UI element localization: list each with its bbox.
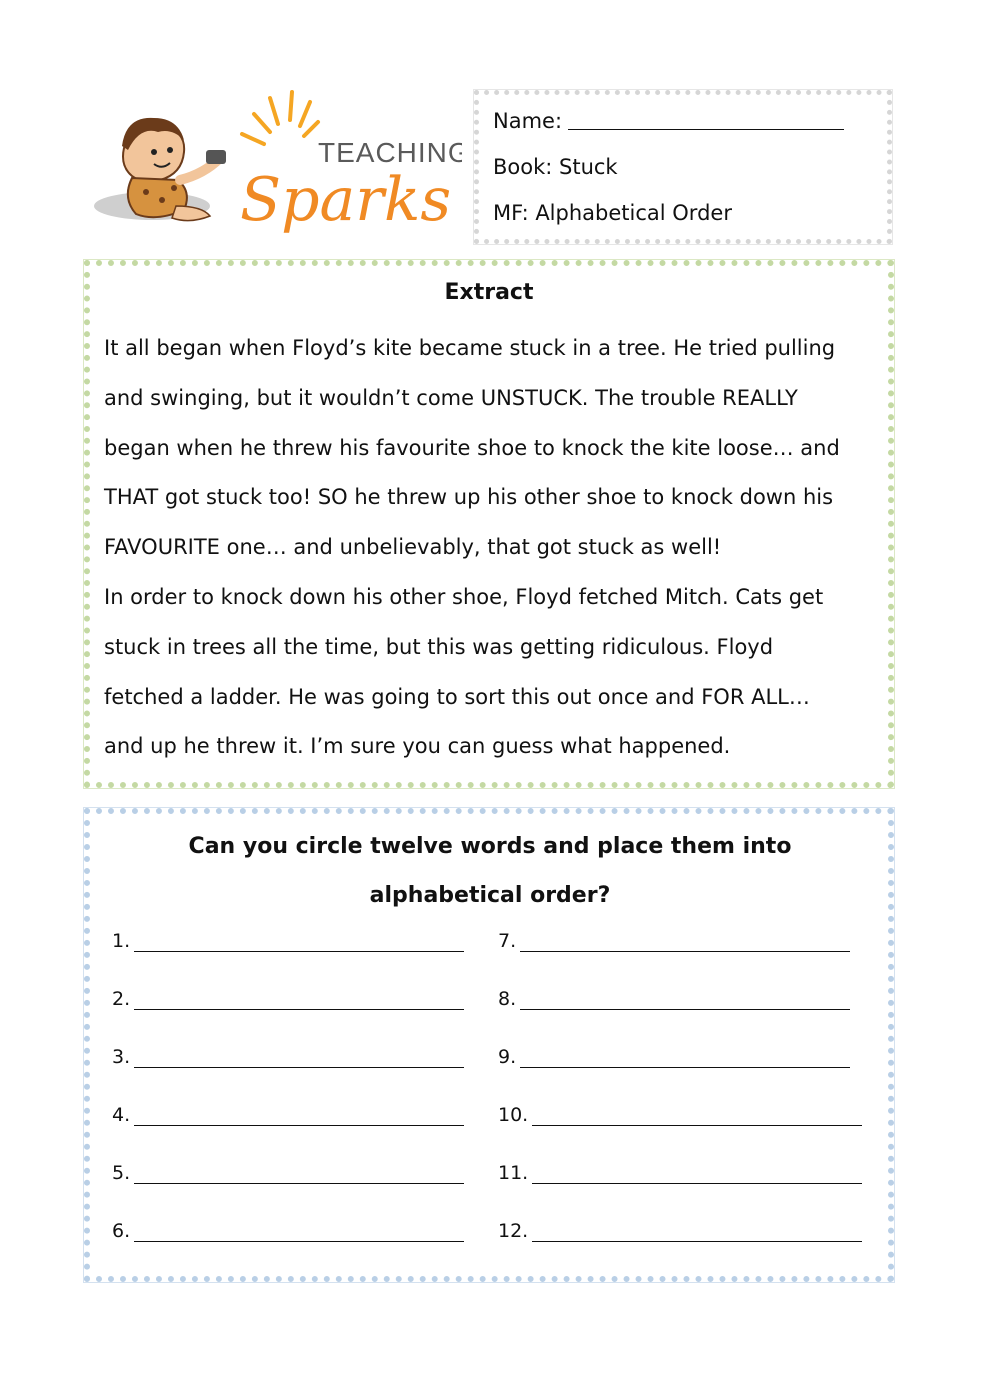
answer-blank[interactable] <box>520 1049 850 1068</box>
name-blank[interactable] <box>568 109 844 130</box>
answer-number: 5. <box>112 1162 131 1184</box>
svg-text:TEACHING: TEACHING <box>318 137 462 168</box>
answer-number: 6. <box>112 1220 131 1242</box>
caveman-mascot-icon <box>94 118 226 221</box>
answer-line-6[interactable] <box>112 1220 464 1242</box>
student-info-box <box>474 90 892 244</box>
answer-number: 4. <box>112 1104 131 1126</box>
answer-line-10[interactable] <box>498 1104 862 1126</box>
answer-blank[interactable] <box>532 1165 862 1184</box>
answer-number: 7. <box>498 930 517 952</box>
answer-line-1[interactable] <box>112 930 464 952</box>
answer-line-4[interactable] <box>112 1104 464 1126</box>
answer-line-5[interactable] <box>112 1162 464 1184</box>
answer-blank[interactable] <box>134 933 464 952</box>
answer-line-7[interactable] <box>498 930 850 952</box>
answer-blank[interactable] <box>532 1223 862 1242</box>
answer-blank[interactable] <box>520 933 850 952</box>
question-title: Can you circle twelve words and place them into alphabetical order? <box>188 834 792 908</box>
answer-number: 2. <box>112 988 131 1010</box>
extract-title: Extract <box>444 280 534 305</box>
answer-blank[interactable] <box>134 1165 464 1184</box>
extract-text: It all began when Floyd’s kite became stuck in a tree. He tried pulling and swinging, but it wouldn’t come UNSTUCK. The trouble REALLY began when he threw his favourite shoe to knock the kite loose… and THAT got stuck too! SO he threw up his other shoe to knock down his FAVOURITE one… and unbelievably, that got stuck as well! In order to knock down his other shoe, Floyd fetched Mitch. Cats get stuck in trees all the time, but this was getting ridiculous. Floyd fetched a ladder. He was going to sort this out once and FOR ALL… and up he threw it. I’m sure you can guess what happened. <box>104 336 840 759</box>
svg-text:Sparks: Sparks <box>240 165 452 235</box>
book-label: Book: Stuck <box>493 155 618 179</box>
extract-box <box>84 260 894 788</box>
answer-blank[interactable] <box>532 1107 862 1126</box>
answer-number: 1. <box>112 930 131 952</box>
sparks-rays-icon <box>242 92 318 144</box>
teaching-sparks-logo <box>92 88 462 238</box>
answer-blank[interactable] <box>134 991 464 1010</box>
answer-blank[interactable] <box>134 1049 464 1068</box>
answer-number: 11. <box>498 1162 529 1184</box>
answer-number: 10. <box>498 1104 529 1126</box>
question-box <box>84 808 894 1282</box>
name-field[interactable] <box>493 109 844 133</box>
answer-number: 12. <box>498 1220 529 1242</box>
answer-number: 9. <box>498 1046 517 1068</box>
answer-line-8[interactable] <box>498 988 850 1010</box>
mf-label: MF: Alphabetical Order <box>493 201 732 225</box>
answer-blank[interactable] <box>520 991 850 1010</box>
answer-line-3[interactable] <box>112 1046 464 1068</box>
answer-number: 8. <box>498 988 517 1010</box>
answer-line-11[interactable] <box>498 1162 862 1184</box>
answer-blank[interactable] <box>134 1107 464 1126</box>
answer-line-12[interactable] <box>498 1220 862 1242</box>
answer-line-2[interactable] <box>112 988 464 1010</box>
answer-number: 3. <box>112 1046 131 1068</box>
answer-line-9[interactable] <box>498 1046 850 1068</box>
answer-blank[interactable] <box>134 1223 464 1242</box>
name-label: Name: <box>493 109 563 133</box>
